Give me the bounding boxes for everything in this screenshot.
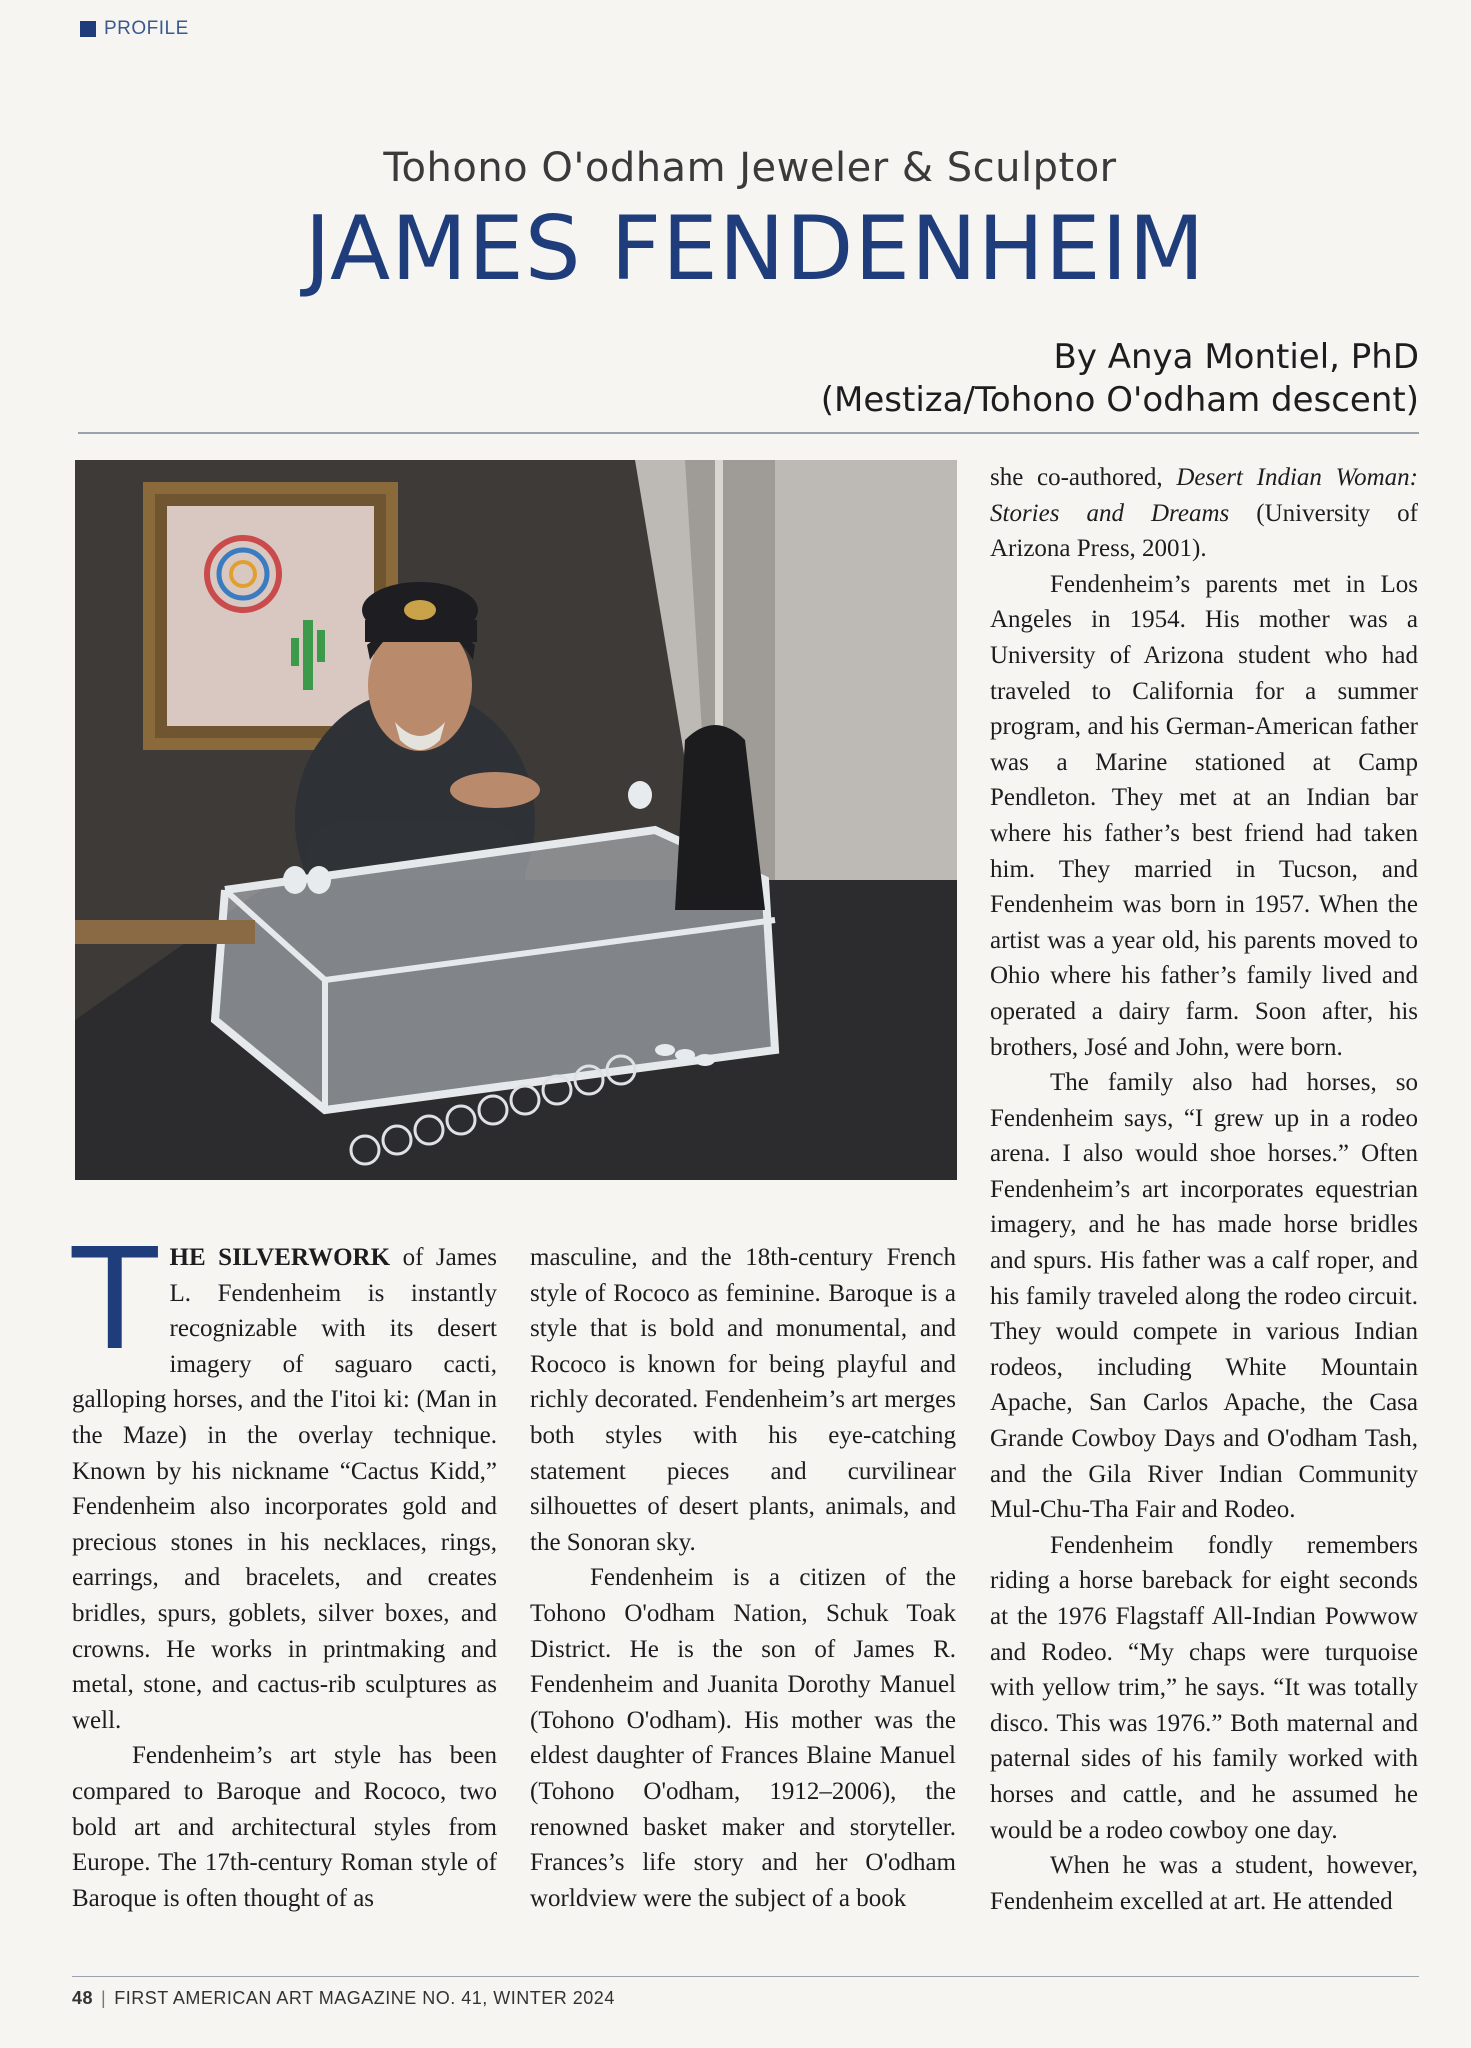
section-label: PROFILE xyxy=(104,18,189,39)
artist-photo-illustration xyxy=(75,460,957,1180)
article-column-2 xyxy=(530,1240,956,1916)
page-number: 48 xyxy=(72,1988,94,2008)
paragraph-text: of James L. Fendenheim is instantly recognizable with its desert imagery of saguaro cacti, galloping horses, and the I'itoi ki: (Man in the Maze) in the overlay technique. Known by his nickname “Cactus Kidd,” Fendenheim also incorporates gold and precious stones in his necklaces, rings, earrings, and bracelets, and creates bridles, spurs, goblets, silver boxes, and crowns. He works in printmaking and metal, stone, and cactus-rib sculptures as well. xyxy=(72,1244,498,1734)
article-paragraph: Fendenheim’s parents met in Los Angeles in 1954. His mother was a University of Arizona student who had traveled to California for a summer program, and his German-American father was a Marine stationed at Camp Pendleton. They met at an Indian bar where his father’s best friend had taken him. They married in Tucson, and Fendenheim was born in 1957. When the artist was a year old, his parents moved to Ohio where his father’s family lived and operated a dairy farm. Soon after, his brothers, José and John, were born. xyxy=(990,570,1418,1061)
byline-author: By Anya Montiel, PhD xyxy=(1053,337,1419,377)
drop-cap: T xyxy=(72,1219,158,1382)
publication-line: FIRST AMERICAN ART MAGAZINE NO. 41, WINTER 2024 xyxy=(114,1988,615,2008)
artist-photo xyxy=(75,460,957,1180)
header-rule xyxy=(78,432,1419,434)
paragraph-text: (University of Arizona Press, 2001). xyxy=(990,499,1418,563)
article-paragraph: Fendenheim is a citizen of the Tohono O'odham Nation, Schuk Toak District. He is the son of James R. Fendenheim and Juanita Dorothy Manuel (Tohono O'odham). His mother was the eldest daughter of Frances Blaine Manuel (Tohono O'odham, 1912–2006), the renowned basket maker and storyteller. Frances’s life story and her O'odham worldview were the subject of a book xyxy=(530,1564,956,1912)
page-footer xyxy=(72,1988,615,2009)
article-paragraph: When he was a student, however, Fendenheim excelled at art. He attended xyxy=(990,1852,1418,1915)
article-paragraph: Fendenheim’s art style has been compared to Baroque and Rococo, two bold art and architectural styles from Europe. The 17th-century Roman style of Baroque is often thought of as xyxy=(72,1742,497,1912)
article-column-3 xyxy=(990,460,1418,1919)
footer-separator: | xyxy=(101,1988,107,2008)
article-paragraph: Fendenheim fondly remembers riding a horse bareback for eight seconds at the 1976 Flagstaff All-Indian Powwow and Rodeo. “My chaps were turquoise with yellow trim,” he says. “It was totally disco. This was 1976.” Both maternal and paternal sides of his family worked with horses and cattle, and he assumed he would be a rodeo cowboy one day. xyxy=(990,1531,1418,1844)
article-paragraph xyxy=(72,1219,498,1738)
section-tag xyxy=(80,18,189,40)
article-paragraph: masculine, and the 18th-century French style of Rococo as feminine. Baroque is a style that is bold and monumental, and Rococo is known for being playful and richly decorated. Fendenheim’s art merges both styles with his eye-catching statement pieces and curvilinear silhouettes of desert plants, animals, and the Sonoran sky. xyxy=(530,1244,956,1556)
article-title: JAMES FENDENHEIM xyxy=(304,197,1206,300)
article-subtitle: Tohono O'odham Jeweler & Sculptor xyxy=(383,145,1117,191)
book-title: Desert Indian Woman: Stories and Dreams xyxy=(990,464,1418,527)
article-paragraph: The family also had horses, so Fendenheim says, “I grew up in a rodeo arena. I also would shoe horses.” Often Fendenheim’s art incorporates equestrian imagery, and he has made horse bridles and spurs. His father was a calf roper, and his family traveled along the rodeo circuit. They would compete in various Indian rodeos, including White Mountain Apache, San Carlos Apache, the Casa Grande Cowboy Days and O'odham Tash, and the Gila River Indian Community Mul-Chu-Tha Fair and Rodeo. xyxy=(990,1069,1418,1524)
paragraph-text: she co-authored, xyxy=(990,464,1177,491)
byline-affiliation: (Mestiza/Tohono O'odham descent) xyxy=(820,379,1419,420)
lead-in: HE SILVERWORK xyxy=(169,1244,391,1271)
article-paragraph xyxy=(990,460,1418,567)
article-column-1 xyxy=(72,1219,498,1916)
footer-rule xyxy=(72,1976,1419,1977)
section-square-icon xyxy=(80,21,96,37)
byline xyxy=(821,336,1419,421)
